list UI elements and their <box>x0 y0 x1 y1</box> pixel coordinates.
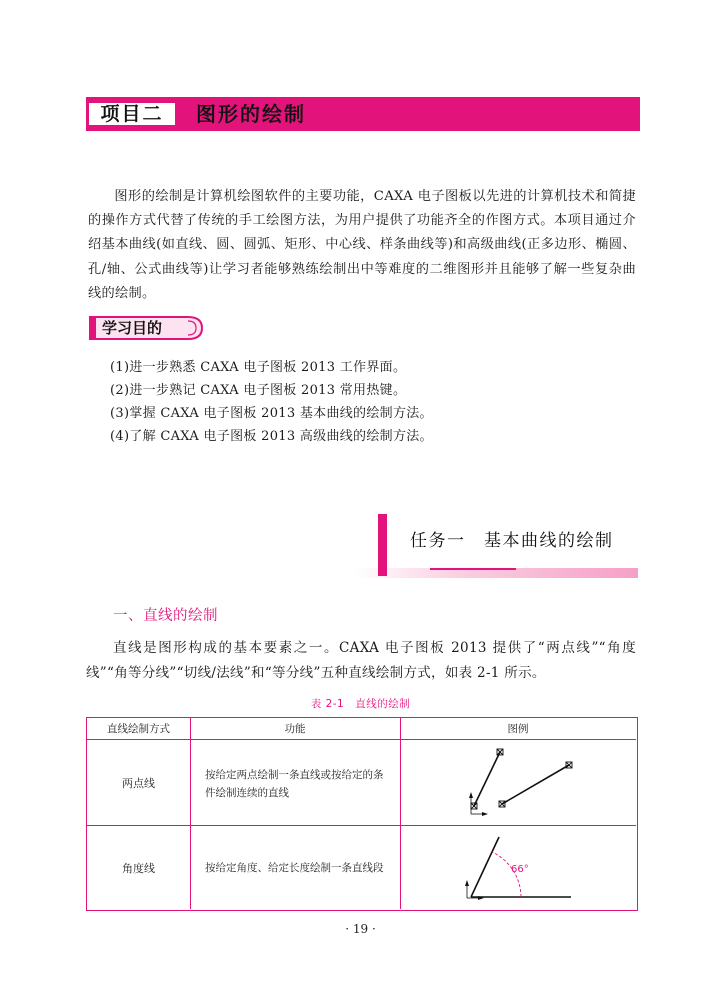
table-column-divider <box>400 718 401 909</box>
table-row-function: 按给定角度、给定长度绘制一条直线段 <box>205 862 384 874</box>
table-header-cell: 图例 <box>507 723 529 735</box>
table-caption: 表 2-1 直线的绘制 <box>310 698 411 710</box>
line-methods-table <box>86 717 638 911</box>
table-header-cell: 直线绘制方式 <box>107 723 170 735</box>
intro-paragraph: 图形的绘制是计算机绘图软件的主要功能，CAXA 电子图板以先进的计算机技术和简捷的操作方式代替了传统的手工绘图方法，为用户提供了功能齐全的作图方式。本项目通过介绍基本曲线(如直线、圆、圆弧、矩形、中心线、样条曲线等)和高级曲线(正多边形、椭圆、孔/轴、公式曲线等)让学习者能够熟练绘制出中等难度的二维图形并且能够了解一些复杂曲线的绘制。 <box>88 189 636 301</box>
objectives-heading: 学习目的 <box>102 319 163 337</box>
chapter-banner <box>86 97 640 131</box>
chapter-label: 项目二 <box>89 103 175 125</box>
section-title: 一、直线的绘制 <box>113 608 218 624</box>
table-header-cell: 功能 <box>284 723 306 735</box>
angle-label: 66° <box>511 864 529 875</box>
section-body: 直线是图形构成的基本要素之一。CAXA 电子图板 2013 提供了“两点线”“角度线”“角等分线”“切线/法线”和“等分线”五种直线绘制方式，如表 2-1 所示。 <box>86 640 636 681</box>
table-row-name: 两点线 <box>122 777 155 790</box>
objectives-tab <box>88 313 206 343</box>
objective-item: (1)进一步熟悉 CAXA 电子图板 2013 工作界面。 <box>110 360 407 375</box>
two-point-line-figure <box>457 744 577 824</box>
objective-item: (3)掌握 CAXA 电子图板 2013 基本曲线的绘制方法。 <box>110 406 433 421</box>
page-number: · 19 · <box>345 922 376 936</box>
chapter-title: 图形的绘制 <box>196 102 306 126</box>
task-underline <box>430 568 516 570</box>
objective-item: (4)了解 CAXA 电子图板 2013 高级曲线的绘制方法。 <box>110 429 433 444</box>
table-row-function: 按给定两点绘制一条直线或按给定的条件绘制连续的直线 <box>205 769 384 799</box>
angle-line-figure <box>457 832 587 904</box>
task-marker <box>378 514 387 576</box>
objective-item: (2)进一步熟记 CAXA 电子图板 2013 常用热键。 <box>110 383 407 398</box>
table-column-divider <box>190 718 191 909</box>
table-row-divider <box>87 825 636 826</box>
table-row-name: 角度线 <box>122 862 155 875</box>
task-title: 任务一 基本曲线的绘制 <box>410 531 614 551</box>
